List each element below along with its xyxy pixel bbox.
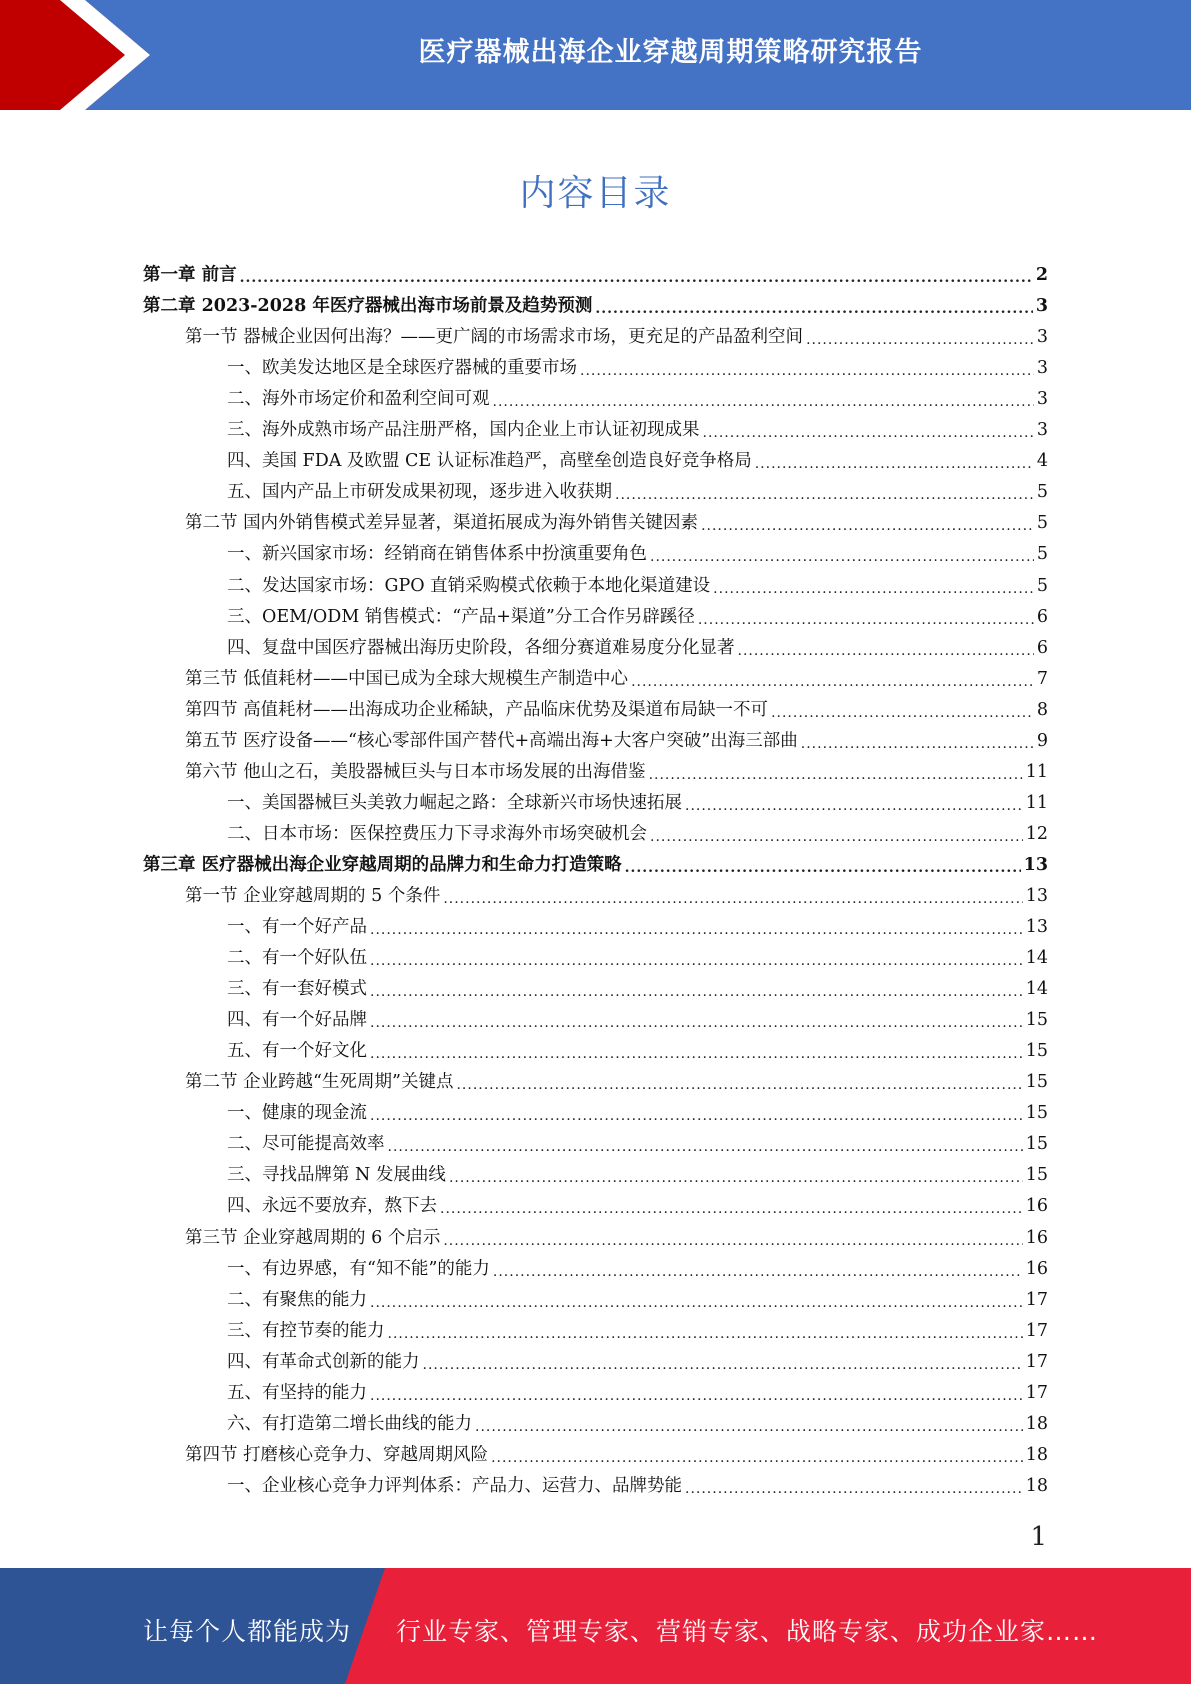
toc-entry-text: 一、健康的现金流 [227,1103,367,1124]
toc-dot-leader [388,1139,1023,1155]
toc-entry-text: 第五节 医疗设备——“核心零部件国产替代+高端出海+大客户突破”出海三部曲 [185,730,798,751]
toc-dot-leader [370,984,1023,1000]
toc-entry-page: 18 [1025,1444,1048,1465]
toc-entry-page: 8 [1036,699,1048,720]
toc-subsection-entry[interactable] [143,814,1048,845]
toc-entry-text: 二、海外市场定价和盈利空间可观 [227,389,490,410]
toc-subsection-entry[interactable] [143,783,1048,814]
toc-dot-leader [370,1015,1023,1031]
toc-dot-leader [493,394,1034,410]
toc-entry-page: 18 [1025,1475,1048,1496]
toc-entry-page: 6 [1036,637,1048,658]
toc-entry-page: 16 [1025,1258,1048,1279]
toc-entry-text: 第四节 高值耗材——出海成功企业稀缺，产品临床优势及渠道布局缺一不可 [185,699,769,720]
toc-entry-text: 一、欧美发达地区是全球医疗器械的重要市场 [227,358,577,379]
toc-subsection-entry[interactable] [143,410,1048,441]
toc-entry-page: 13 [1025,885,1048,906]
toc-dot-leader [625,860,1021,876]
toc-dot-leader [771,705,1034,721]
footer-slogan-right: 行业专家、管理专家、营销专家、战略专家、成功企业家…… [396,1617,1099,1646]
toc-dot-leader [755,456,1034,472]
toc-section-entry[interactable] [143,752,1048,783]
toc-dot-leader [370,1295,1023,1311]
toc-dot-leader [580,363,1034,379]
toc-chapter-entry[interactable] [143,286,1048,317]
toc-entry-page: 3 [1036,420,1048,441]
toc-dot-leader [685,1481,1023,1497]
footer-band [0,1568,1191,1684]
toc-section-entry[interactable] [143,1217,1048,1248]
toc-dot-leader [370,1046,1023,1062]
toc-subsection-entry[interactable] [143,1342,1048,1373]
toc-entry-page: 3 [1035,296,1048,317]
toc-entry-page: 17 [1025,1320,1048,1341]
toc-entry-text: 二、日本市场：医保控费压力下寻求海外市场突破机会 [227,823,647,844]
toc-entry-text: 三、有一套好模式 [227,979,367,1000]
toc-entry-text: 五、国内产品上市研发成果初现，逐步进入收获期 [227,482,612,503]
toc-subsection-entry[interactable] [143,628,1048,659]
toc-dot-leader [649,767,1023,783]
toc-subsection-entry[interactable] [143,597,1048,628]
toc-section-entry[interactable] [143,876,1048,907]
toc-entry-text: 四、复盘中国医疗器械出海历史阶段，各细分赛道难易度分化显著 [227,637,735,658]
toc-subsection-entry[interactable] [143,1466,1048,1497]
toc-section-entry[interactable] [143,721,1048,752]
toc-dot-leader [370,953,1023,969]
toc-entry-page: 16 [1025,1227,1048,1248]
toc-dot-leader [595,301,1032,317]
toc-subsection-entry[interactable] [143,348,1048,379]
toc-entry-page: 3 [1036,389,1048,410]
header-band [0,0,1191,110]
toc-entry-page: 2 [1035,265,1048,286]
toc-subsection-entry[interactable] [143,1280,1048,1311]
toc-entry-text: 第二节 企业跨越“生死周期”关键点 [185,1072,454,1093]
toc-dot-leader [631,674,1034,690]
toc-entry-text: 一、有一个好产品 [227,917,367,938]
toc-dot-leader [650,549,1034,565]
toc-dot-leader [685,798,1023,814]
toc-dot-leader [388,1326,1023,1342]
toc-entry-page: 6 [1036,606,1048,627]
toc-subsection-entry[interactable] [143,1311,1048,1342]
toc-entry-page: 15 [1025,1041,1048,1062]
toc-entry-text: 一、新兴国家市场：经销商在销售体系中扮演重要角色 [227,544,647,565]
toc-entry-text: 五、有一个好文化 [227,1041,367,1062]
toc-dot-leader [801,736,1034,752]
toc-dot-leader [370,1108,1023,1124]
toc-section-entry[interactable] [143,1062,1048,1093]
toc-dot-leader [443,891,1022,907]
toc-chapter-entry[interactable] [143,255,1048,286]
toc-entry-page: 14 [1025,979,1048,1000]
toc-section-entry[interactable] [143,1435,1048,1466]
toc-entry-page: 9 [1036,730,1048,751]
toc-dot-leader [440,1201,1023,1217]
toc-dot-leader [650,829,1023,845]
toc-entry-page: 7 [1036,668,1048,689]
toc-subsection-entry[interactable] [143,1186,1048,1217]
toc-entry-page: 17 [1025,1289,1048,1310]
toc-entry-page: 5 [1036,575,1048,596]
toc-dot-leader [615,487,1034,503]
toc-subsection-entry[interactable] [143,1000,1048,1031]
toc-entry-text: 二、有聚焦的能力 [227,1289,367,1310]
toc-dot-leader [456,1077,1022,1093]
toc-subsection-entry[interactable] [143,379,1048,410]
toc-entry-page: 11 [1025,792,1048,813]
toc-subsection-entry[interactable] [143,1031,1048,1062]
toc-entry-text: 第六节 他山之石，美股器械巨头与日本市场发展的出海借鉴 [185,761,646,782]
toc-dot-leader [493,1264,1023,1280]
toc-dot-leader [806,332,1034,348]
toc-entry-page: 5 [1036,544,1048,565]
toc-dot-leader [423,1357,1023,1373]
toc-entry-text: 四、美国 FDA 及欧盟 CE 认证标准趋严，高壁垒创造良好竞争格局 [227,451,752,472]
toc-subsection-entry[interactable] [143,1155,1048,1186]
toc-entry-page: 3 [1036,358,1048,379]
toc-heading: 内容目录 [519,173,672,214]
toc-entry-text: 三、OEM/ODM 销售模式：“产品+渠道”分工合作另辟蹊径 [227,606,695,627]
toc-entry-text: 第四节 打磨核心竞争力、穿越周期风险 [185,1444,489,1465]
table-of-contents [143,255,1048,1497]
toc-dot-leader [240,270,1033,286]
toc-entry-text: 第一节 器械企业因何出海？——更广阔的市场需求市场，更充足的产品盈利空间 [185,327,804,348]
toc-entry-page: 16 [1025,1196,1048,1217]
toc-dot-leader [475,1419,1023,1435]
toc-subsection-entry[interactable] [143,907,1048,938]
toc-entry-text: 四、有革命式创新的能力 [227,1351,420,1372]
toc-entry-text: 二、尽可能提高效率 [227,1134,385,1155]
toc-entry-page: 15 [1025,1165,1048,1186]
toc-dot-leader [370,922,1023,938]
toc-dot-leader [491,1450,1023,1466]
toc-dot-leader [698,612,1034,628]
toc-entry-text: 五、有坚持的能力 [227,1382,367,1403]
toc-section-entry[interactable] [143,317,1048,348]
toc-entry-page: 17 [1025,1382,1048,1403]
toc-entry-text: 三、有控节奏的能力 [227,1320,385,1341]
toc-dot-leader [713,581,1034,597]
toc-dot-leader [443,1233,1022,1249]
toc-entry-page: 15 [1025,1010,1048,1031]
toc-entry-text: 第二节 国内外销售模式差异显著，渠道拓展成为海外销售关键因素 [185,513,699,534]
toc-entry-text: 第三章 医疗器械出海企业穿越周期的品牌力和生命力打造策略 [143,854,622,875]
toc-dot-leader [370,1388,1023,1404]
toc-subsection-entry[interactable] [143,534,1048,565]
toc-entry-text: 三、寻找品牌第 N 发展曲线 [227,1165,446,1186]
toc-subsection-entry[interactable] [143,969,1048,1000]
toc-entry-page: 13 [1025,917,1048,938]
toc-section-entry[interactable] [143,659,1048,690]
toc-section-entry[interactable] [143,503,1048,534]
toc-entry-text: 三、海外成熟市场产品注册严格，国内企业上市认证初现成果 [227,420,700,441]
report-title: 医疗器械出海企业穿越周期策略研究报告 [418,37,923,68]
toc-entry-page: 14 [1025,948,1048,969]
toc-subsection-entry[interactable] [143,1373,1048,1404]
toc-entry-page: 17 [1025,1351,1048,1372]
toc-entry-page: 11 [1025,761,1048,782]
toc-entry-page: 15 [1025,1103,1048,1124]
toc-entry-page: 4 [1036,451,1048,472]
toc-subsection-entry[interactable] [143,1093,1048,1124]
toc-entry-text: 第一节 企业穿越周期的 5 个条件 [185,885,441,906]
toc-entry-text: 二、发达国家市场：GPO 直销采购模式依赖于本地化渠道建设 [227,575,711,596]
toc-entry-page: 15 [1025,1072,1048,1093]
toc-entry-text: 二、有一个好队伍 [227,948,367,969]
toc-entry-text: 第三节 低值耗材——中国已成为全球大规模生产制造中心 [185,668,629,689]
toc-subsection-entry[interactable] [143,1249,1048,1280]
toc-entry-text: 一、企业核心竞争力评判体系：产品力、运营力、品牌势能 [227,1475,682,1496]
toc-chapter-entry[interactable] [143,845,1048,876]
toc-entry-page: 5 [1036,482,1048,503]
toc-entry-text: 第一章 前言 [143,265,237,286]
toc-dot-leader [701,518,1034,534]
toc-entry-page: 12 [1025,823,1048,844]
toc-subsection-entry[interactable] [143,472,1048,503]
toc-entry-text: 一、有边界感，有“知不能”的能力 [227,1258,490,1279]
footer-slogan-left: 让每个人都能成为 [143,1617,352,1646]
toc-dot-leader [449,1170,1023,1186]
toc-entry-text: 六、有打造第二增长曲线的能力 [227,1413,472,1434]
page-number: 1 [1030,1522,1047,1552]
toc-subsection-entry[interactable] [143,441,1048,472]
toc-entry-page: 18 [1025,1413,1048,1434]
toc-entry-text: 第二章 2023-2028 年医疗器械出海市场前景及趋势预测 [143,296,593,317]
toc-entry-text: 第三节 企业穿越周期的 6 个启示 [185,1227,441,1248]
toc-entry-page: 15 [1025,1134,1048,1155]
toc-entry-text: 一、美国器械巨头美敦力崛起之路：全球新兴市场快速拓展 [227,792,682,813]
toc-dot-leader [738,643,1034,659]
toc-subsection-entry[interactable] [143,565,1048,596]
toc-entry-text: 四、永远不要放弃，熬下去 [227,1196,437,1217]
toc-section-entry[interactable] [143,690,1048,721]
toc-entry-page: 3 [1036,327,1048,348]
toc-subsection-entry[interactable] [143,938,1048,969]
toc-entry-text: 四、有一个好品牌 [227,1010,367,1031]
toc-dot-leader [703,425,1034,441]
toc-entry-page: 5 [1036,513,1048,534]
toc-subsection-entry[interactable] [143,1124,1048,1155]
toc-entry-page: 13 [1023,854,1048,875]
toc-subsection-entry[interactable] [143,1404,1048,1435]
